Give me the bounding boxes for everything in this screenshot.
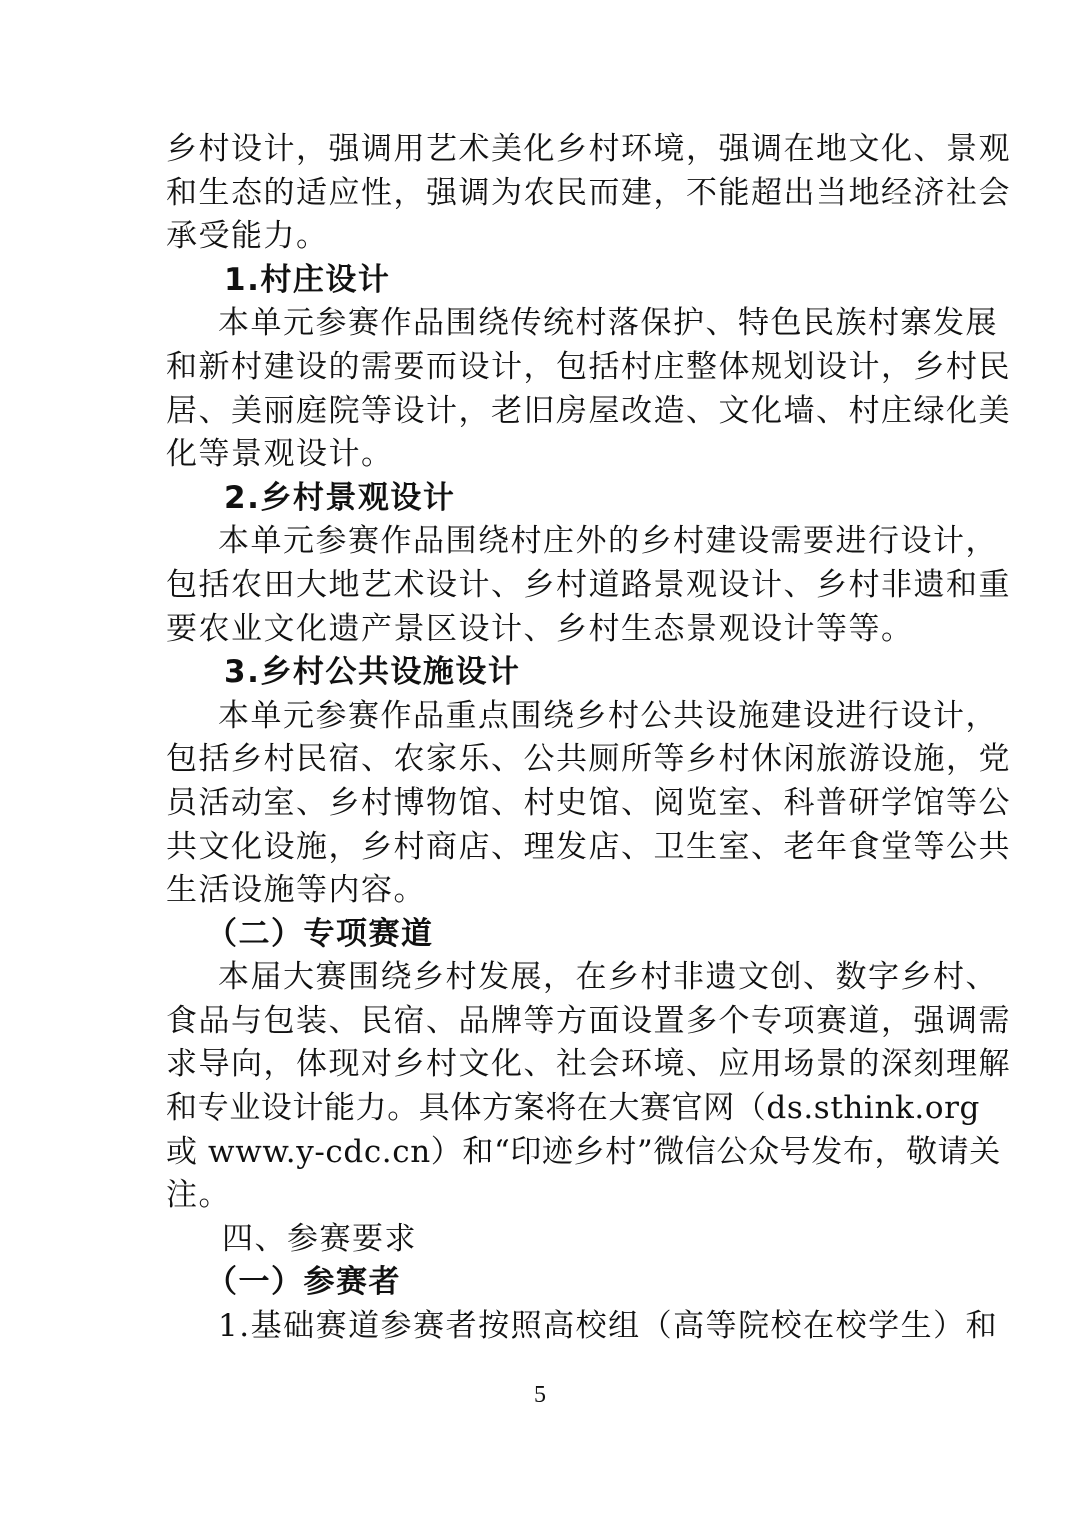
body-text-line: 本届大赛围绕乡村发展，在乡村非遗文创、数字乡村、 [218, 959, 998, 996]
body-text-line: 要农业文化遗产景区设计、乡村生态景观设计等等。 [166, 610, 914, 647]
page-body [166, 128, 1011, 1349]
body-text-line: 本单元参赛作品围绕村庄外的乡村建设需要进行设计， [218, 523, 998, 560]
section-heading-landscape-design: 2.乡村景观设计 [224, 479, 456, 516]
body-text-line: 和新村建设的需要而设计，包括村庄整体规划设计，乡村民 [166, 348, 1011, 385]
body-text-line: 承受能力。 [166, 218, 329, 255]
body-text-line: 员活动室、乡村博物馆、村史馆、阅览室、科普研学馆等公 [166, 784, 1011, 821]
body-text-line: 和专业设计能力。具体方案将在大赛官网（ds.sthink.org [166, 1090, 980, 1127]
body-text-line: 生活设施等内容。 [166, 872, 426, 909]
body-text-line: 共文化设施，乡村商店、理发店、卫生室、老年食堂等公共 [166, 828, 1011, 865]
chapter-heading-requirements: 四、参赛要求 [222, 1220, 417, 1257]
body-text-line: 或 www.y-cdc.cn）和“印迹乡村”微信公众号发布，敬请关 [166, 1133, 1001, 1170]
section-heading-special-tracks: （二）专项赛道 [206, 915, 434, 952]
body-text-line: 乡村设计，强调用艺术美化乡村环境，强调在地文化、景观 [166, 131, 1011, 167]
section-heading-public-facilities: 3.乡村公共设施设计 [224, 654, 521, 691]
body-text-line: 和生态的适应性，强调为农民而建，不能超出当地经济社会 [166, 174, 1011, 211]
body-text-line: 食品与包装、民宿、品牌等方面设置多个专项赛道，强调需 [166, 1002, 1011, 1039]
section-heading-participants: （一）参赛者 [206, 1264, 401, 1301]
body-text-line: 1.基础赛道参赛者按照高校组（高等院校在校学生）和 [218, 1308, 999, 1345]
body-text-line: 本单元参赛作品重点围绕乡村公共设施建设进行设计， [218, 697, 998, 734]
body-text-line: 包括乡村民宿、农家乐、公共厕所等乡村休闲旅游设施，党 [166, 741, 1011, 778]
section-heading-village-design: 1.村庄设计 [224, 261, 391, 298]
body-text-line: 求导向，体现对乡村文化、社会环境、应用场景的深刻理解 [166, 1046, 1011, 1083]
body-text-line: 化等景观设计。 [166, 436, 394, 473]
body-text-line: 居、美丽庭院等设计，老旧房屋改造、文化墙、村庄绿化美 [166, 392, 1011, 429]
body-text-line: 包括农田大地艺术设计、乡村道路景观设计、乡村非遗和重 [166, 566, 1011, 603]
body-text-line: 注。 [166, 1177, 231, 1214]
body-text-line: 本单元参赛作品围绕传统村落保护、特色民族村寨发展 [218, 305, 998, 342]
page-number: 5 [534, 1382, 546, 1408]
